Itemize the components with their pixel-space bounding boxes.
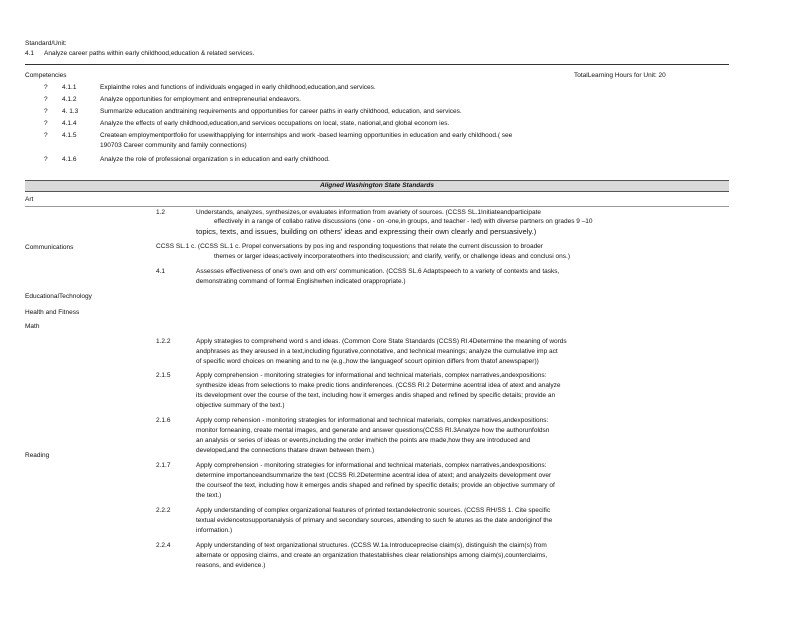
standard-text: demonstrating command of formal Englishwhen indicated orappropriate.): [196, 278, 406, 285]
bullet: ?: [44, 96, 48, 103]
bullet: ?: [44, 84, 48, 91]
standards-header-bar: [25, 180, 729, 192]
total-learning-hours: TotalLearning Hours for Unit: 20: [574, 72, 666, 79]
standard-text: Apply strategies to comprehend word s and ideas. (Common Core State Standards (CCSS) RI.4Determine the meaning of words: [196, 338, 567, 345]
standard-number: 2.2.2: [156, 507, 171, 514]
unit-number: 4.1: [25, 50, 35, 57]
standard-text: Apply comp rehension - monitoring strategies for informational and technical materials, complex narratives,andexpositions:: [196, 417, 549, 424]
unit-label: Standard/Unit:: [25, 40, 67, 47]
standard-text: reasons, and evidence.): [196, 562, 266, 569]
standard-text: monitor forneaning, create mental images, and generate and answer questions(CCSS RI.3Analyze how the authorunfoldsn: [196, 427, 550, 434]
standard-text: Apply comprehension - monitoring strategies for informational and technical materials, complex narratives,andexpositions:: [196, 372, 547, 379]
bullet: ?: [44, 156, 48, 163]
competency-number: 4.1.2: [62, 96, 77, 103]
standard-text: the text.): [196, 492, 222, 499]
competencies-label: Competencies: [25, 72, 67, 79]
standards-header: Aligned Washington State Standards: [319, 182, 434, 189]
competency-number: 4.1.1: [62, 84, 77, 91]
competency-text: Createan employmentportfolio for usewithapplying for internships and work -based learning opportunities in education and early childhood.( see: [100, 132, 513, 139]
competency-number: 4.1.6: [62, 156, 77, 163]
competency-number: 4. 1.3: [62, 108, 79, 115]
bullet: ?: [44, 108, 48, 115]
standard-text: an analysis or series of ideas or events,including the order inwhich the points are made,how they are introduced and: [196, 437, 531, 444]
standard-text: Apply understanding of complex organizational features of printed textandelectronic sources. (CCSS RH/SS 1. Cite specific: [196, 507, 551, 514]
standard-text: effectively in a range of collabo rative discussions (one - on -one,in groups, and teacher - led) with diverse partners on grades 9 –10: [214, 218, 593, 225]
standard-number: 1.2: [156, 209, 166, 216]
standard-text: textual evidencetosupportanalysis of primary and secondary sources, attending to such fe atures as the date andoriginof the: [196, 517, 553, 524]
standard-number: 4.1: [156, 268, 166, 275]
competency-text-continued: 190703 Career community and family connections): [100, 142, 247, 149]
competency-text: Analyze the effects of early childhood,education,and services occupations on local, state, national,and global econom ies.: [100, 120, 450, 127]
art-divider: [25, 206, 729, 207]
subject-reading: Reading: [25, 452, 50, 459]
standard-number: CCSS SL.1 c. (CCSS SL.1 c. Propel conversations by pos ing and responding toquestions that relate the current discussion to broader: [156, 243, 543, 250]
standard-text: determine importanceandsummarize the text (CCSS RI.2Determine acentral idea of atext; and analyzeits development over: [196, 472, 552, 479]
competency-number: 4.1.5: [62, 132, 77, 139]
competency-text: Analyze opportunities for employment and entrepreneurial endeavors.: [100, 96, 301, 103]
competency-text: Summarize education andtraining requirements and opportunities for career paths in early childhood, education, and services.: [100, 108, 462, 115]
standard-text: Apply understanding of text organizational structures. (CCSS W.1a.Introduceprecise claim(s), distinguish the claim(s) from: [196, 542, 547, 549]
standard-number: 2.1.7: [156, 462, 171, 469]
standard-text: of specific word choices on meaning and to ne (e.g.,how the languageof scourt opinion differs from thatof anewspaper)): [196, 358, 539, 365]
standard-text: its development over the course of the text, including how it emerges andis shaped and refined by specific details; provide an: [196, 392, 556, 399]
standard-number: 2.1.5: [156, 372, 171, 379]
standard-text: andphrases as they areused in a text,including figurative,connotative, and technical meanings; analyze the cumulative imp act: [196, 348, 558, 355]
subject-communications: Communications: [25, 244, 74, 251]
standard-text: developed,and the connections thatare drawn between them.): [196, 447, 375, 454]
standard-text: alternate or opposing claims, and create an organization thatestablishes clear relationships among claim(s),counterclaims,: [196, 552, 548, 559]
standard-text: objective summary of the text.): [196, 402, 285, 409]
standard-text: Assesses effectiveness of one's own and oth ers' communication. (CCSS SL.6 Adaptspeech to a variety of contexts and tasks,: [196, 268, 560, 275]
subject-health-fitness: Health and Fitness: [25, 309, 80, 316]
standard-text: Apply comprehension - monitoring strategies for informational and technical materials, complex narratives,andexpositions:: [196, 462, 547, 469]
standard-number: 1.2.2: [156, 338, 171, 345]
standard-text: information.): [196, 527, 233, 534]
standard-text: topics, texts, and issues, building on others' ideas and expressing their own clearly and persuasively.): [196, 227, 537, 236]
competency-number: 4.1.4: [62, 120, 77, 127]
bullet: ?: [44, 120, 48, 127]
standard-text: the courseof the text, including how it emerges andis shaped and refined by specific details; provide an objective summary of: [196, 482, 555, 489]
standard-text: themes or larger ideas;actively incorporateothers into thediscussion; and clarify, verify, or challenge ideas and conclusi ons.): [214, 253, 570, 260]
competency-text: Analyze the role of professional organization s in education and early childhood.: [100, 156, 330, 163]
subject-art: Art: [25, 196, 34, 203]
standard-text: synthesize ideas from selections to make predic tions andinferences. (CCSS RI.2 Determine acentral idea of atext and analyze: [196, 382, 561, 389]
competency-text: Explainthe roles and functions of individuals engaged in early childhood,education,and services.: [100, 84, 376, 91]
subject-math: Math: [25, 323, 40, 330]
standard-text: Understands, analyzes, synthesizes,or evaluates information from avariety of sources. (CCSS SL.1Initiateandparticipate: [196, 209, 542, 216]
standard-number: 2.2.4: [156, 542, 171, 549]
unit-title: Analyze career paths within early childhood,education & related services.: [44, 50, 255, 57]
subject-educational-technology: EducationalTechnology: [25, 293, 92, 300]
bullet: ?: [44, 132, 48, 139]
standard-number: 2.1.6: [156, 417, 171, 424]
unit-divider: [25, 64, 729, 65]
